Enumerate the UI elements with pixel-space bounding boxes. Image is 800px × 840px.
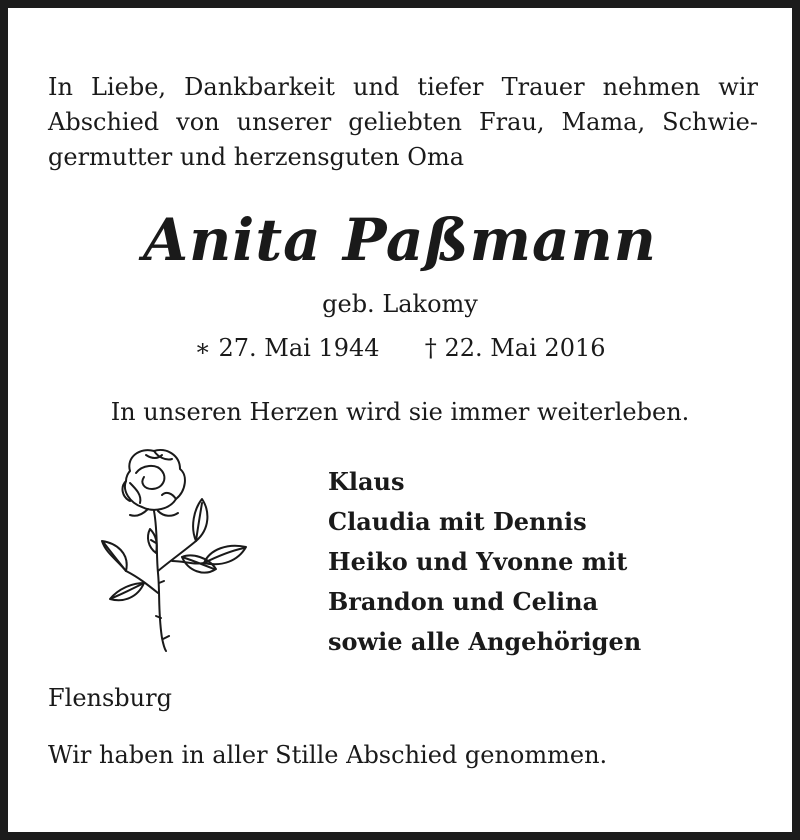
mourners-list [328, 462, 641, 662]
death-symbol: † [424, 334, 437, 362]
mourner-item: Brandon und Celina [328, 587, 599, 616]
closing-text: Wir haben in aller Stille Abschied genommen. [48, 741, 608, 769]
motto: In unseren Herzen wird sie immer weiterleben. [110, 398, 690, 426]
intro-line-3: germutter und herzensguten Oma [48, 143, 465, 171]
mourner-item: sowie alle Angehörigen [328, 627, 642, 656]
life-dates [8, 334, 792, 362]
birth-date: 27. Mai 1944 [218, 334, 380, 362]
mourner-item: Claudia mit Dennis [328, 507, 587, 536]
intro-text [48, 70, 758, 175]
intro-line-2: Abschied von unserer geliebten Frau, Mama, Schwie- [48, 108, 758, 136]
maiden-name: geb. Lakomy [322, 290, 478, 318]
birth-symbol: ∗ [194, 334, 211, 362]
rose-icon [96, 443, 256, 658]
mourner-item: Heiko und Yvonne mit [328, 547, 628, 576]
place: Flensburg [48, 684, 172, 712]
death-date: 22. Mai 2016 [444, 334, 606, 362]
intro-line-1: In Liebe, Dankbarkeit und tiefer Trauer nehmen wir [48, 73, 758, 101]
deceased-name: Anita Paßmann [143, 206, 657, 274]
mourner-item: Klaus [328, 467, 405, 496]
